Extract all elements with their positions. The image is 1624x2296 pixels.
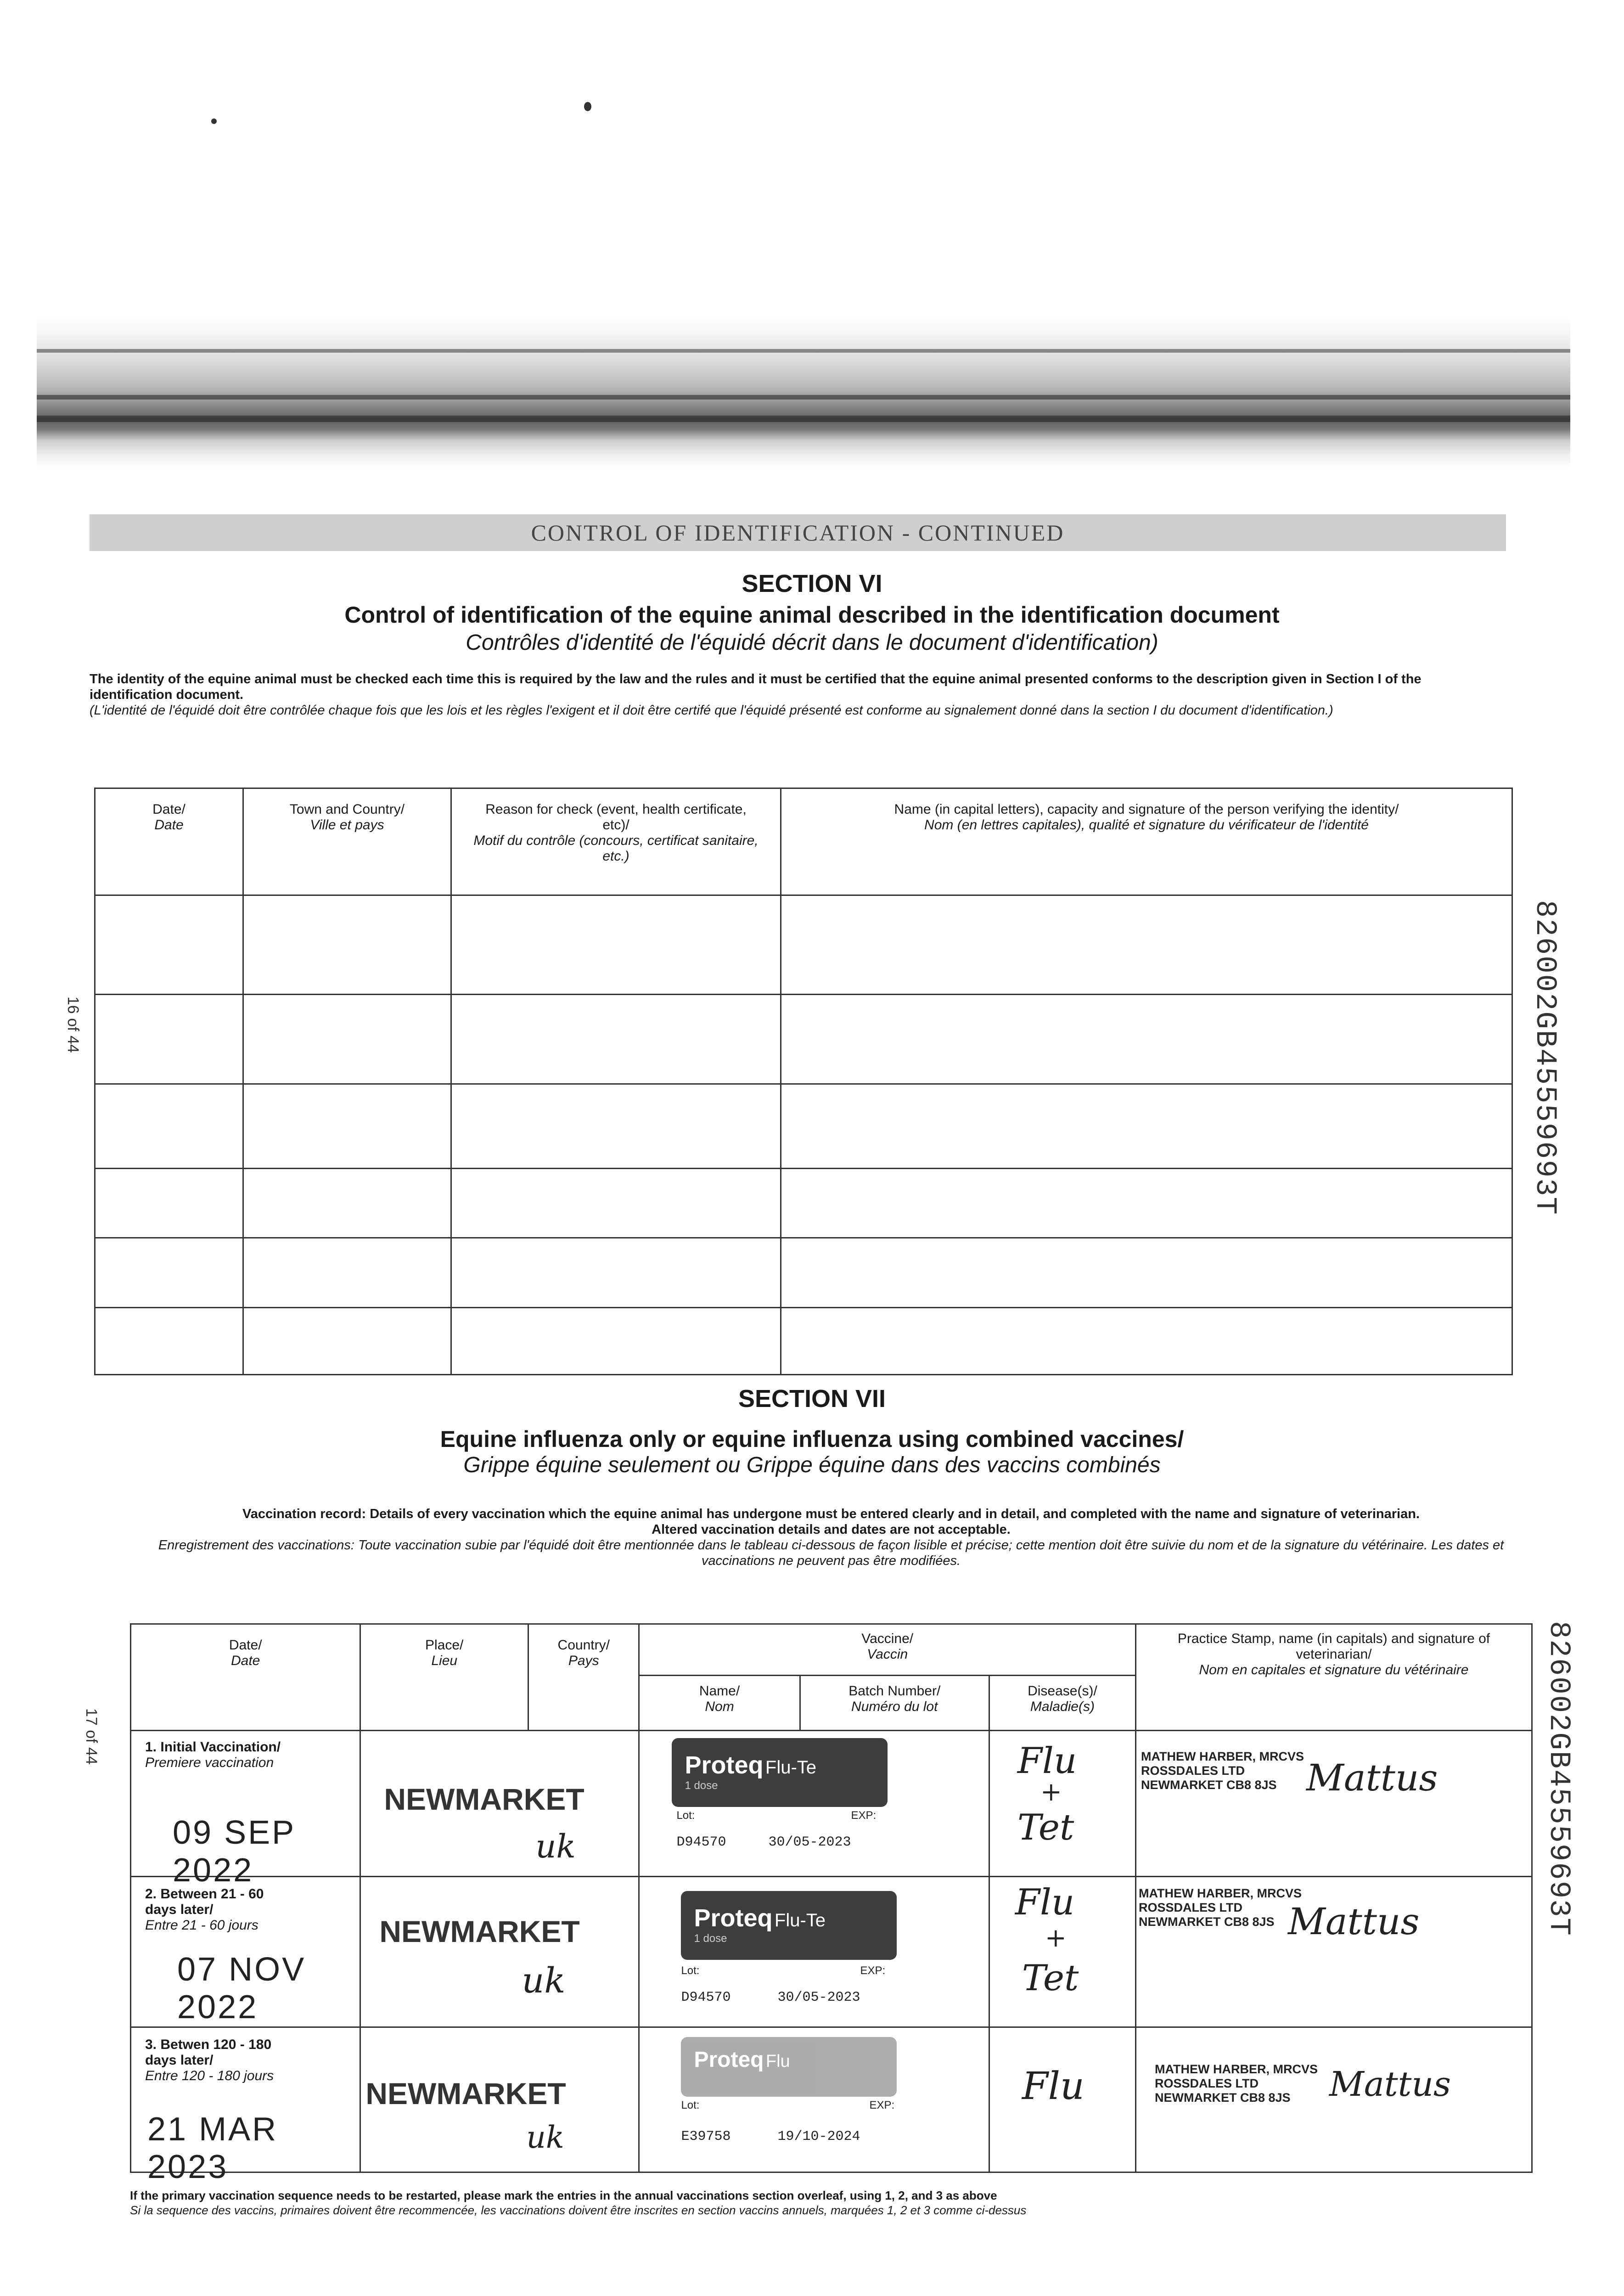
identity-check-table [94,788,1513,1375]
vcol-batch-fr: Numéro du lot [851,1699,938,1714]
row3-disease-cell [989,2027,1135,2172]
row1-vaccine-label [672,1738,888,1807]
row2-disease-cell [989,1877,1135,2027]
col-date-en: Date/ [152,802,185,817]
scan-line [37,395,1570,400]
vcol-place-fr: Lieu [431,1653,458,1668]
vcol-name-fr: Nom [705,1699,734,1714]
col-name-fr: Nom (en lettres capitales), qualité et signature du vérificateur de l'identité [924,817,1369,833]
row1-dose: 1 dose [685,1779,718,1792]
row1-vaccine-sub: Flu-Te [765,1757,817,1778]
vcol-vaccine-en: Vaccine/ [861,1631,914,1646]
col-date-fr: Date [154,817,184,833]
row3-stamp-cell [1135,2027,1532,2172]
col-name-en: Name (in capital letters), capacity and signature of the person verifying the identity/ [894,802,1399,817]
page-number-16: 16 of 44 [64,996,82,1053]
row2-vaccine-label [681,1891,897,1960]
row1-exp: 30/05-2023 [768,1835,851,1850]
row1-label-en: 1. Initial Vaccination/ [145,1739,281,1755]
section7-heading: SECTION VII [738,1385,886,1412]
row3-vaccine-label [681,2037,897,2097]
row1-address: NEWMARKET CB8 8JS [1141,1778,1277,1792]
row2-place-country-cell [360,1877,639,2027]
row2-vaccine-cell [639,1877,989,2027]
col-name [781,788,1512,895]
row2-country: uk [522,1960,566,2001]
table-row [95,1238,1512,1308]
vcol-batch-en: Batch Number/ [849,1683,941,1699]
vcol-disease-fr: Maladie(s) [1030,1699,1095,1714]
row1-lot-label: Lot: [676,1809,695,1822]
section7-title-fr: Grippe équine seulement ou Grippe équine dans des vaccins combinés [463,1453,1161,1477]
row2-label-fr: Entre 21 - 60 jours [145,1918,258,1933]
col-town-fr: Ville et pays [310,817,384,833]
row1-date: 09 SEP 2022 [173,1814,295,1889]
vaccination-header-row-1 [131,1624,1532,1676]
row2-date: 07 NOV 2022 [177,1951,306,2026]
row3-place-country-cell [360,2027,639,2172]
vcol-name [639,1676,800,1731]
vaccination-row-1 [131,1731,1532,1877]
row2-lot-label: Lot: [681,1964,700,1977]
row2-place: NEWMARKET [379,1914,580,1948]
row1-disease-3: Tet [1017,1807,1074,1848]
side-id-upper: 826002GB45559693T [1528,900,1561,1216]
vcol-place [360,1624,528,1731]
row3-practice: ROSSDALES LTD [1154,2077,1259,2090]
row1-vaccine-brand: Proteq [685,1751,764,1779]
row2-stamp-cell [1135,1877,1532,2027]
section6-note [90,671,1490,718]
col-reason [451,788,781,895]
vcol-date-fr: Date [231,1653,260,1668]
row2-disease-1: Flu [1015,1882,1075,1923]
continued-banner [90,514,1506,551]
row3-vaccine-cell [639,2027,989,2172]
row2-vaccine-brand: Proteq [694,1904,773,1932]
row2-address: NEWMARKET CB8 8JS [1138,1915,1275,1929]
section6-title-en: Control of identification of the equine animal described in the identification document [344,602,1280,628]
vaccination-table [130,1623,1533,2185]
section7-title-en: Equine influenza only or equine influenza using combined vaccines/ [440,1426,1184,1452]
row1-vaccine-cell [639,1731,989,1877]
vaccination-row-3 [131,2027,1532,2172]
row2-vet-name: MATHEW HARBER, MRCVS [1138,1886,1302,1900]
vcol-batch [800,1676,989,1731]
section6-title-fr: Contrôles d'identité de l'équidé décrit dans le document d'identification) [466,630,1158,655]
footnote-en: If the primary vaccination sequence needs to be restarted, please mark the entries in the annual vaccinations section overleaf, using 1, 2, and 3 as above [130,2189,997,2202]
vcol-vaccine-fr: Vaccin [867,1647,908,1662]
col-town [243,788,451,895]
section7-note [138,1506,1524,1569]
row2-date-cell [131,1877,360,2027]
vcol-name-en: Name/ [699,1683,740,1699]
row1-date-cell [131,1731,360,1889]
col-date [95,788,243,895]
side-id-lower: 826002GB45559693T [1542,1621,1575,1936]
row3-country: uk [526,2120,564,2155]
col-reason-en: Reason for check (event, health certificate, etc)/ [485,802,747,833]
col-town-en: Town and Country/ [289,802,405,817]
col-reason-fr: Motif du contrôle (concours, certificat sanitaire, etc.) [473,833,759,864]
vcol-date [131,1624,360,1731]
section6-note-en: The identity of the equine animal must be checked each time this is required by the law and the rules and it must be certified that the equine animal presented conforms to the description given in Section I of the identification document. [90,672,1422,702]
footnote-fr: Si la sequence des vaccins, primaires doivent être recommencée, les vaccinations doivent être inscrites en section vaccins annuels, marquées 1, 2 et 3 comme ci-dessus [130,2203,1027,2217]
table-row [95,995,1512,1084]
vcol-stamp [1135,1624,1532,1731]
vcol-stamp-en: Practice Stamp, name (in capitals) and signature of veterinarian/ [1177,1631,1490,1662]
vcol-place-en: Place/ [425,1638,464,1653]
vaccination-row-2 [131,1877,1532,2027]
row1-disease-1: Flu [1017,1740,1077,1782]
row2-vaccine-sub: Flu-Te [774,1910,826,1930]
scan-line [37,416,1570,422]
row2-label-en: 2. Between 21 - 60 days later/ [145,1886,264,1917]
row2-practice: ROSSDALES LTD [1138,1901,1242,1914]
row1-disease-2: + [1040,1777,1062,1807]
row3-exp: 19/10-2024 [777,2129,860,2144]
vcol-disease [989,1676,1135,1731]
vcol-stamp-fr: Nom en capitales et signature du vétérinaire [1199,1662,1469,1677]
row1-disease-cell [989,1731,1135,1877]
section7-note-en-1: Vaccination record: Details of every vaccination which the equine animal has undergone must be entered clearly and in detail, and completed with the name and signature of veterinarian. [242,1507,1420,1521]
row3-date: 21 MAR 2023 [147,2111,278,2185]
section7-note-fr: Enregistrement des vaccinations: Toute vaccination subie par l'équidé doit être mentionnée dans le tableau ci-dessous de façon lisible et précise; cette mention doit être suivie du nom et de la signature du vétérinaire. Les dates et vaccinations ne peuvent pas être modifiées. [158,1538,1504,1568]
table-row [95,895,1512,994]
row2-lot: D94570 [681,1990,731,2005]
vcol-vaccine [639,1624,1136,1676]
scan-speck [211,118,217,124]
row3-vet-name: MATHEW HARBER, MRCVS [1154,2062,1318,2076]
vcol-disease-en: Disease(s)/ [1028,1683,1097,1699]
row2-exp: 30/05-2023 [777,1990,860,2005]
row2-exp-label: EXP: [860,1964,886,1977]
table-row [95,1168,1512,1238]
scan-line [37,349,1570,353]
row3-signature: Mattus [1329,2065,1451,2104]
row3-label-en: 3. Betwen 120 - 180 days later/ [145,2037,272,2068]
row1-practice: ROSSDALES LTD [1141,1764,1245,1778]
vcol-country-fr: Pays [568,1653,599,1668]
row3-vaccine-sub: Flu [765,2052,790,2071]
row1-place: NEWMARKET [384,1782,584,1816]
row2-disease-2: + [1045,1923,1067,1953]
banner-text: CONTROL OF IDENTIFICATION - CONTINUED [531,520,1065,546]
row3-address: NEWMARKET CB8 8JS [1154,2091,1291,2105]
row3-lot-label: Lot: [681,2099,700,2111]
footnote [130,2188,1553,2217]
row3-label-fr: Entre 120 - 180 jours [145,2068,274,2083]
row2-dose: 1 dose [694,1932,727,1945]
scan-smear-band [37,317,1570,468]
row3-vaccine-brand: Proteq [694,2048,764,2072]
row1-label-fr: Premiere vaccination [145,1755,274,1770]
row3-date-cell [131,2027,360,2185]
row1-signature: Mattus [1306,1756,1438,1799]
vcol-date-en: Date/ [229,1638,262,1653]
scan-speck [584,102,591,111]
row2-disease-3: Tet [1022,1958,1079,1999]
vcol-country-en: Country/ [557,1638,610,1653]
section7-note-en-2: Altered vaccination details and dates are not acceptable. [652,1522,1011,1537]
section6-heading: SECTION VI [742,570,882,597]
row1-stamp-cell [1135,1731,1532,1877]
row3-lot: E39758 [681,2129,731,2144]
row2-signature: Mattus [1287,1900,1420,1943]
row1-place-country-cell [360,1731,639,1877]
table-row [95,1084,1512,1168]
row3-disease-1: Flu [1022,2065,1085,2108]
table-row [95,1307,1512,1374]
row1-vet-name: MATHEW HARBER, MRCVS [1141,1750,1304,1763]
vcol-country [528,1624,639,1731]
table-header-row [95,788,1512,895]
row1-exp-label: EXP: [851,1809,877,1822]
section6-note-fr: (L'identité de l'équidé doit être contrôlée chaque fois que les lois et les règles l'exigent et il doit être certifé que l'équidé présenté est conforme au signalement donné dans la section I du document d'identification.) [90,703,1333,718]
row3-exp-label: EXP: [869,2099,895,2111]
page-number-17: 17 of 44 [83,1708,100,1765]
row1-country: uk [535,1828,576,1865]
row3-place: NEWMARKET [365,2077,566,2110]
row1-lot: D94570 [676,1835,726,1850]
